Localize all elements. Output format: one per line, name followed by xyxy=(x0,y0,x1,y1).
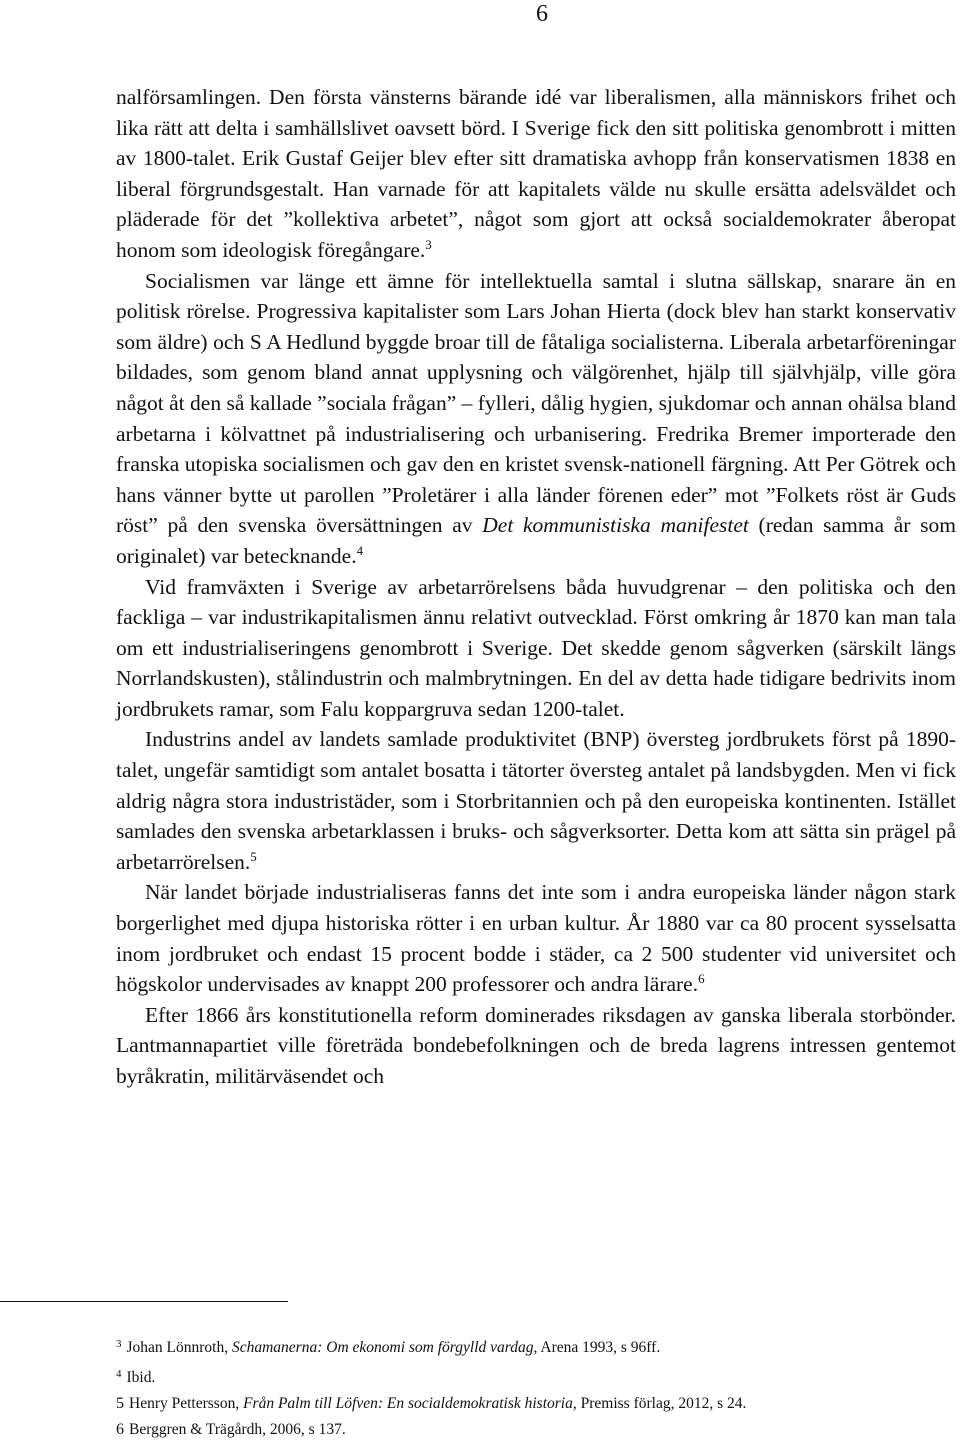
footnote-reference: 3 xyxy=(425,236,432,252)
paragraph xyxy=(116,572,956,725)
text-run: Efter 1866 års konstitutionella reform dominerades riksdagen av ganska liberala storbönder. Lantmannapartiet ville företräda bondebefolkningen och de breda lagrens intressen gentemot byråkratin, militärväsendet och xyxy=(116,1002,956,1088)
paragraph xyxy=(116,877,956,999)
footnote-text: Ibid. xyxy=(126,1369,156,1386)
paragraph xyxy=(116,1000,956,1092)
footnote-text: Johan Lönnroth, xyxy=(126,1339,232,1356)
footnote-text: Henry Pettersson, xyxy=(129,1395,244,1412)
footnotes xyxy=(116,1331,956,1443)
paragraph xyxy=(116,266,956,572)
text-run: (redan samma år som originalet) var betecknande. xyxy=(116,513,956,568)
footnote-title: Schamanerna: Om ekonomi som förgylld vardag xyxy=(231,1339,534,1356)
paragraph xyxy=(116,724,956,877)
book-title: Det kommunistiska manifestet xyxy=(482,513,749,538)
text-run: Vid framväxten i Sverige av arbetarrörelsens båda huvudgrenar – den politiska och den fackliga – var industrikapitalismen ännu relativt outvecklad. Först omkring år 1870 kan man tala om ett industrialiseringens genombrott i Sverige. Det skedde genom sågverken (särskilt längs Norrlandskusten), stålindustrin och malmbrytningen. En del av detta hade tidigare bedrivits inom jordbrukets ramar, som Falu koppargruva sedan 1200-talet. xyxy=(116,574,956,721)
footnote-number: 3 xyxy=(116,1338,122,1350)
footnote-text: Berggren & Trägårdh, 2006, s 137. xyxy=(129,1421,346,1438)
footnote-title: Från Palm till Löfven: En socialdemokratisk historia xyxy=(243,1395,573,1412)
footnote-separator xyxy=(0,1301,288,1302)
footnote xyxy=(116,1417,956,1443)
footnote-number: 6 xyxy=(116,1421,124,1438)
paragraph xyxy=(116,82,956,266)
footnote-text: , Arena 1993, s 96ff. xyxy=(533,1339,661,1356)
page-number: 6 xyxy=(536,1,548,27)
footnote-number: 4 xyxy=(116,1368,122,1380)
body-text xyxy=(116,82,956,1092)
text-run: Socialismen var länge ett ämne för intellektuella samtal i slutna sällskap, snarare än en politisk rörelse. Progressiva kapitalister som Lars Johan Hierta (dock blev han starkt konservativ som äldre) och S A Hedlund byggde broar till de fåtaliga socialisterna. Liberala arbetarföreningar bildades, som genom bland annat upplysning och välgörenhet, hjälp till självhjälp, ville göra något åt den så kallade ”sociala frågan” – fylleri, dålig hygien, sjukdomar och annan ohälsa bland arbetarna i kölvattnet på industrialisering och urbanisering. Fredrika Bremer importerade den franska utopiska socialismen och gav den en kristet svensk-nationell färgning. Att Per Götrek och hans vänner bytte ut parollen ”Proletärer i alla länder förenen eder” mot ”Folkets röst är Guds röst” på den svenska översättningen av xyxy=(116,268,956,538)
footnote xyxy=(116,1391,956,1417)
footnote-reference: 6 xyxy=(698,971,705,987)
footnote-number: 5 xyxy=(116,1395,124,1412)
footnote xyxy=(116,1331,956,1361)
text-run: När landet började industrialiseras fanns det inte som i andra europeiska länder någon stark borgerlighet med djupa historiska rötter i en urban kultur. År 1880 var ca 80 procent sysselsatta inom jordbruket och endast 15 procent bodde i städer, ca 2 500 studenter vid universitet och högskolor undervisades av knappt 200 professorer och andra lärare. xyxy=(116,880,956,997)
text-run: nalförsamlingen. Den första vänsterns bärande idé var liberalismen, alla människors frihet och lika rätt att delta i samhällslivet oavsett börd. I Sverige fick den sitt politiska genombrott i mitten av 1800-talet. Erik Gustaf Geijer blev efter sitt dramatiska avhopp från konservatismen 1838 en liberal förgrundsgestalt. Han varnade för att kapitalets välde nu skulle ersätta adelsväldet och pläderade för det ”kollektiva arbetet”, något som gjort att också socialdemokrater åberopat honom som ideologisk föregångare. xyxy=(116,85,956,262)
footnote-reference: 5 xyxy=(250,848,257,864)
footnote-text: , Premiss förlag, 2012, s 24. xyxy=(572,1395,747,1412)
text-run: Industrins andel av landets samlade produktivitet (BNP) översteg jordbrukets först på 1890-talet, ungefär samtidigt som antalet bosatta i tätorter översteg antalet på landsbygden. Men vi fick aldrig några stora industristäder, som i Storbritannien och på den europeiska kontinenten. Istället samlades den svenska arbetarklassen i bruks- och sågverksorter. Detta kom att sätta sin prägel på arbetarrörelsen. xyxy=(116,727,956,874)
footnote xyxy=(116,1361,956,1391)
footnote-reference: 4 xyxy=(356,542,364,558)
